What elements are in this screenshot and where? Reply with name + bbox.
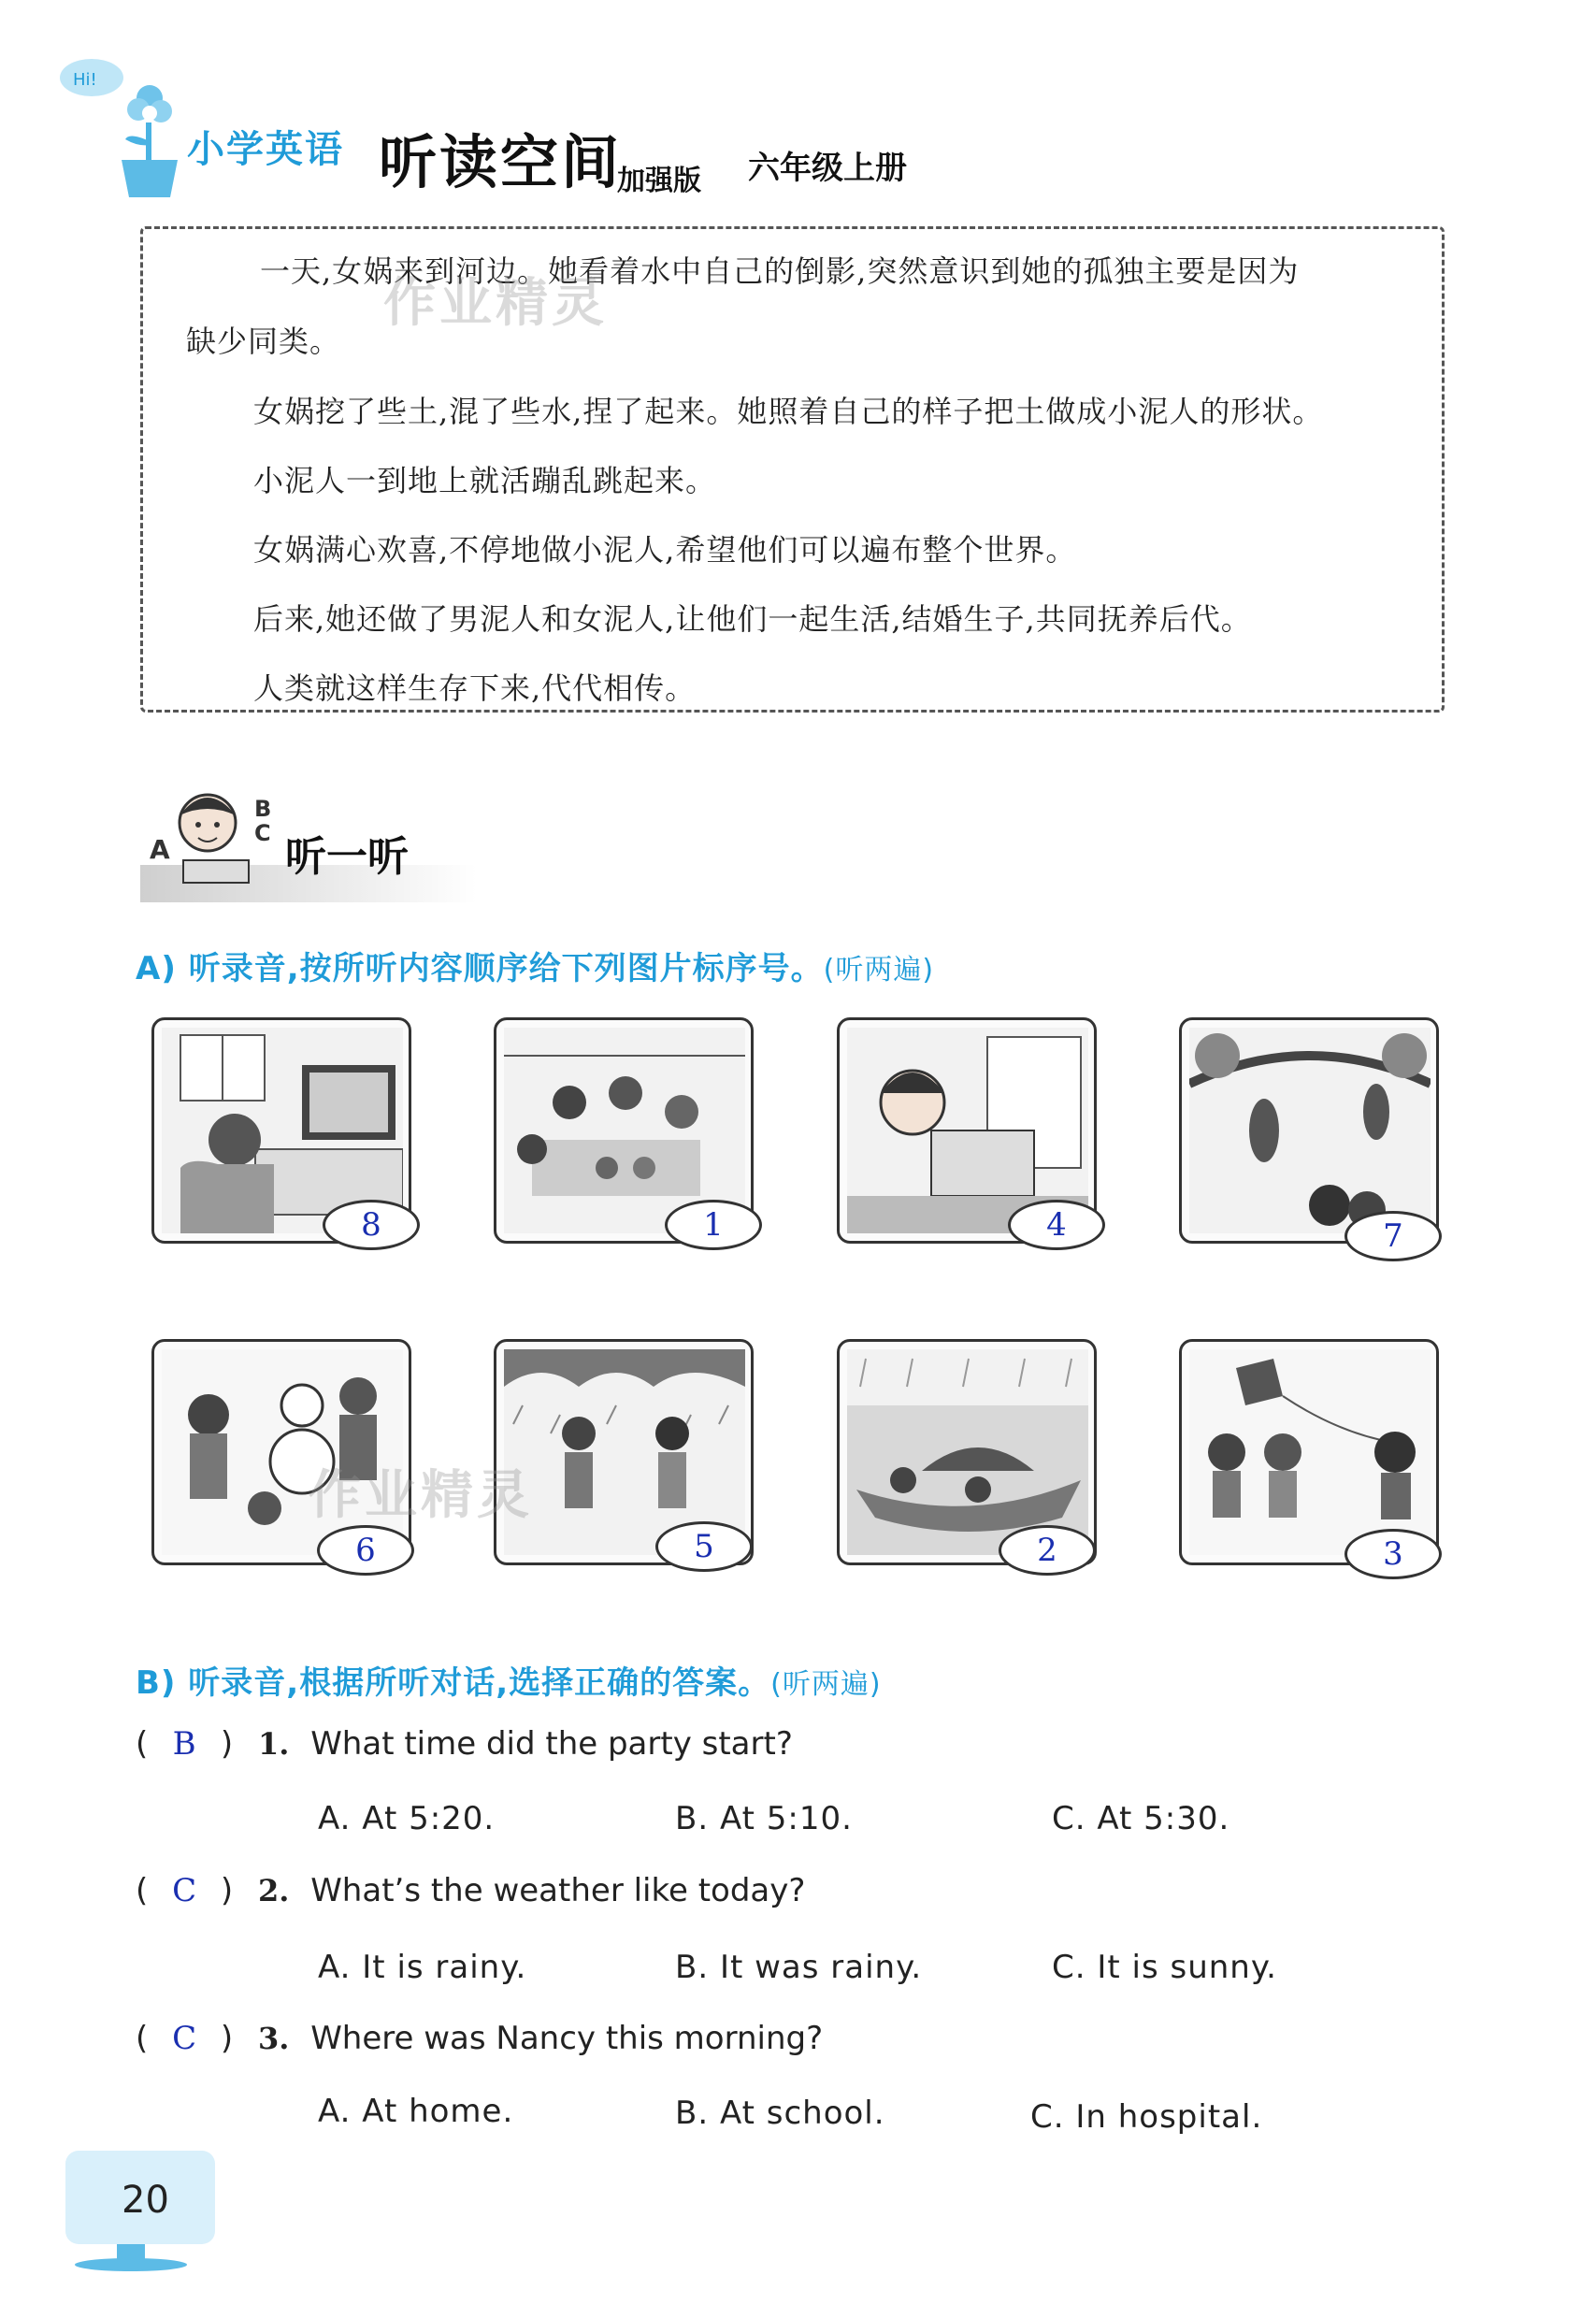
header-logo <box>56 51 178 201</box>
story-box <box>140 226 1445 713</box>
partB-instruction-text: B) 听录音,根据所听对话,选择正确的答案。 <box>136 1664 771 1702</box>
partA-instruction <box>136 943 934 988</box>
question-2: ( C ) 2. What’s the weather like today? <box>136 1872 806 1909</box>
picture-number-2: 1 <box>665 1200 762 1250</box>
question-3-option-b: B. At school. <box>675 2095 885 2132</box>
partA-instruction-text: A) 听录音,按所听内容顺序给下列图片标序号。 <box>136 950 824 987</box>
section-title: 听一听 <box>285 833 409 881</box>
question-1-option-c: C. At 5:30. <box>1052 1800 1230 1837</box>
partB-note: (听两遍) <box>770 1668 882 1701</box>
page-number: 20 <box>122 2179 169 2222</box>
story-line-7: 人类就这样生存下来,代代相传。 <box>253 670 697 706</box>
question-2-option-b: B. It was rainy. <box>675 1949 923 1986</box>
question-1: ( B ) 1. What time did the party start? <box>136 1725 793 1763</box>
story-line-3: 女娲挖了些土,混了些水,捏了起来。她照着自己的样子把土做成小泥人的形状。 <box>253 394 1324 429</box>
watermark-top: 作业精灵 <box>383 273 608 334</box>
parrots-in-tree-scene-icon <box>1189 1028 1431 1233</box>
question-2-option-c: C. It is sunny. <box>1052 1949 1277 1986</box>
question-1-option-b: B. At 5:10. <box>675 1800 853 1837</box>
question-2-number: 2. <box>257 1873 290 1908</box>
story-line-2: 缺少同类。 <box>186 324 341 359</box>
picture-number-6: 5 <box>655 1521 753 1572</box>
header-grade: 六年级上册 <box>748 150 907 187</box>
question-2-answer: C <box>172 1872 197 1909</box>
question-3: ( C ) 3. Where was Nancy this morning? <box>136 2020 824 2057</box>
picture-card-1 <box>151 1017 411 1244</box>
story-line-6: 后来,她还做了男泥人和女泥人,让他们一起生活,结婚生子,共同抚养后代。 <box>253 601 1252 637</box>
question-2-option-a: A. It is rainy. <box>318 1949 527 1986</box>
partB-instruction <box>136 1657 882 1703</box>
header-subject: 小学英语 <box>187 128 344 171</box>
picture-card-4 <box>1179 1017 1439 1255</box>
question-3-number: 3. <box>257 2021 290 2056</box>
partA-note: (听两遍) <box>823 954 935 986</box>
story-line-5: 女娲满心欢喜,不停地做小泥人,希望他们可以遍布整个世界。 <box>253 532 1077 568</box>
svg-text:A: A <box>150 834 170 865</box>
header-brand: 听读空间 <box>379 128 623 196</box>
section-badge-letters: B C <box>254 796 272 846</box>
question-3-text: Where was Nancy this morning? <box>310 2020 824 2057</box>
question-1-answer: B <box>172 1725 196 1763</box>
svg-text:Hi!: Hi! <box>73 70 97 90</box>
story-line-4: 小泥人一到地上就活蹦乱跳起来。 <box>253 463 717 498</box>
question-3-answer: C <box>172 2020 197 2057</box>
picture-number-8: 3 <box>1344 1529 1442 1579</box>
question-1-option-a: A. At 5:20. <box>318 1800 496 1837</box>
flying-kite-scene-icon <box>1189 1349 1431 1555</box>
watermark-middle: 作业精灵 <box>309 1465 533 1526</box>
story-line-1: 一天,女娲来到河边。她看着水中自己的倒影,突然意识到她的孤独主要是因为 <box>260 253 1300 289</box>
question-3-option-a: A. At home. <box>318 2093 514 2130</box>
question-2-text: What’s the weather like today? <box>310 1872 806 1909</box>
question-1-text: What time did the party start? <box>310 1725 793 1763</box>
picture-number-5: 6 <box>317 1525 414 1576</box>
picture-card-3 <box>837 1017 1097 1244</box>
picture-card-7 <box>837 1339 1097 1569</box>
boat-in-rain-scene-icon <box>847 1349 1088 1555</box>
picture-card-2 <box>494 1017 754 1244</box>
flower-pot-icon <box>56 51 178 201</box>
picture-number-7: 2 <box>999 1525 1096 1576</box>
question-3-option-c: C. In hospital. <box>1030 2098 1263 2136</box>
picture-card-5 <box>151 1339 411 1569</box>
picture-card-8 <box>1179 1339 1439 1573</box>
picture-number-3: 4 <box>1008 1200 1105 1250</box>
picture-card-6 <box>494 1339 754 1565</box>
question-1-number: 1. <box>257 1726 290 1762</box>
header-edition: 加强版 <box>617 165 701 197</box>
picture-number-1: 8 <box>323 1200 420 1250</box>
picture-number-4: 7 <box>1344 1211 1442 1261</box>
